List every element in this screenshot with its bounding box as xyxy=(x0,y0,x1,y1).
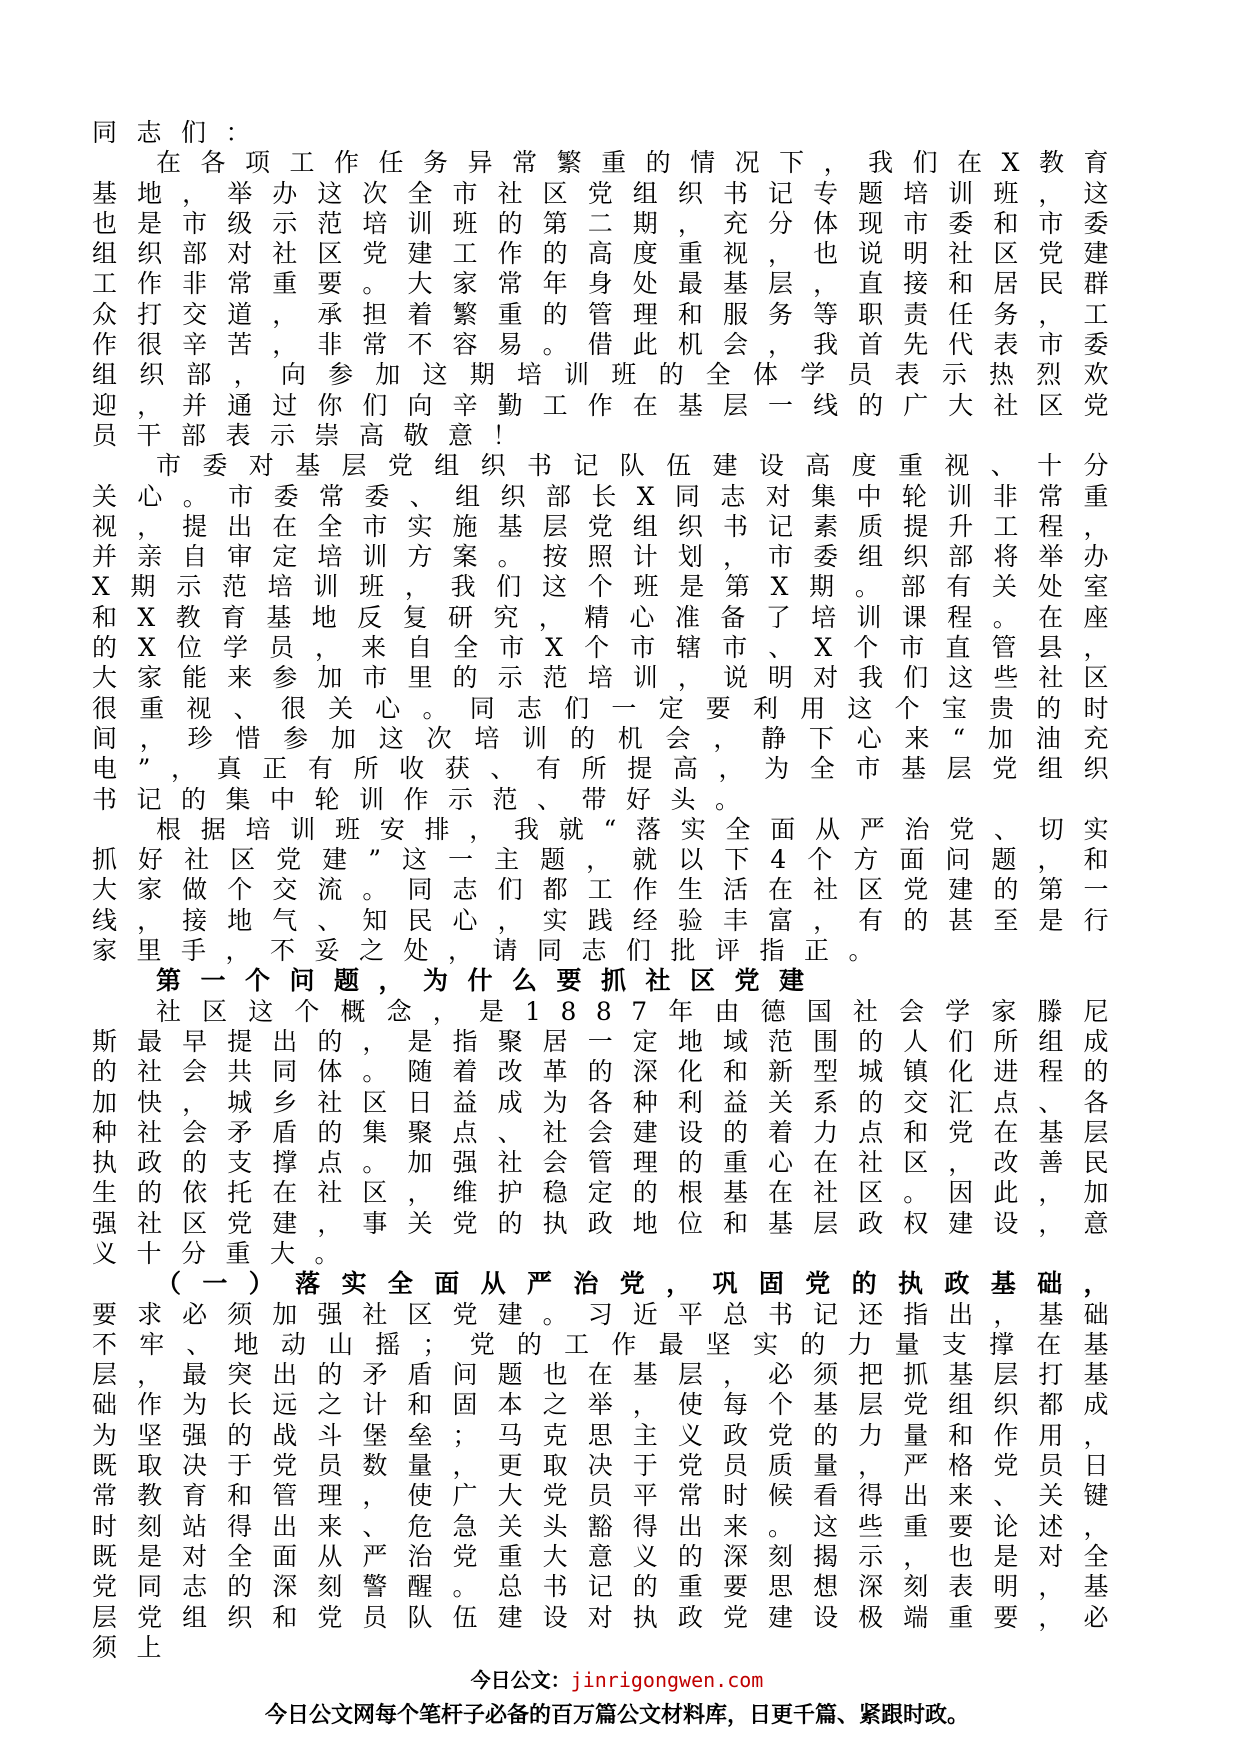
footer-site-label: 今日公文： xyxy=(470,1668,571,1692)
subsection-heading: （一）落实全面从严治党，巩固党的执政基础， xyxy=(156,1269,1128,1299)
document-body xyxy=(92,118,1128,1663)
footer-tagline: 今日公文网每个笔杆子必备的百万篇公文材料库，日更千篇、紧跟时政。 xyxy=(264,1703,969,1728)
paragraph-1: 在各项工作任务异常繁重的情况下，我们在X教育基地，举办这次全市社区党组织书记专题培训班，这也是市级示范培训班的第二期，充分体现市委和市委组织部对社区党建工作的高度重视，也说明社区党建工作非常重要。大家常年身处最基层，直接和居民群众打交道，承担着繁重的管理和服务等职责任务，工作很辛苦，非常不容易。借此机会，我首先代表市委组织部，向参加这期培训班的全体学员表示热烈欢迎，并通过你们向辛勤工作在基层一线的广大社区党员干部表示崇高敬意！ xyxy=(92,148,1128,450)
paragraph-3: 根据培训班安排，我就“落实全面从严治党、切实抓好社区党建”这一主题，就以下4个方面问题，和大家做个交流。同志们都工作生活在社区党建的第一线，接地气、知民心，实践经验丰富，有的甚至是行家里手，不妥之处，请同志们批评指正。 xyxy=(92,814,1128,966)
salutation: 同志们： xyxy=(92,118,271,147)
paragraph-2: 市委对基层党组织书记队伍建设高度重视、十分关心。市委常委、组织部长X同志对集中轮训非常重视，提出在全市实施基层党组织书记素质提升工程，并亲自审定培训方案。按照计划，市委组织部将举办X期示范培训班，我们这个班是第X期。部有关处室和X教育基地反复研究，精心准备了培训课程。在座的X位学员，来自全市X个市辖市、X个市直管县，大家能来参加市里的示范培训，说明对我们这些社区很重视、很关心。同志们一定要利用这个宝贵的时间，珍惜参加这次培训的机会，静下心来“加油充电”，真正有所收获、有所提高，为全市基层党组织书记的集中轮训作示范、带好头。 xyxy=(92,451,1128,814)
section-heading-1: 第一个问题，为什么要抓社区党建 xyxy=(156,966,824,996)
footer-site-url[interactable]: jinrigongwen.com xyxy=(570,1668,764,1692)
subsection-body: 要求必须加强社区党建。习近平总书记还指出，基础不牢、地动山摇；党的工作最坚实的力量支撑在基层，最突出的矛盾问题也在基层，必须把抓基层打基础作为长远之计和固本之举，使每个基层党组织都成为坚强的战斗堡垒；马克思主义政党的力量和作用，既取决于党员数量，更取决于党员质量，严格党员日常教育和管理，使广大党员平常时候看得出来、关键时刻站得出来、危急关头豁得出来。这些重要论述，既是对全面从严治党重大意义的深刻揭示，也是对全党同志的深刻警醒。总书记的重要思想深刻表明，基层党组织和党员队伍建设对执政党建设极端重要，必须上 xyxy=(92,1299,1128,1662)
paragraph-4: 社区这个概念，是1887年由德国社会学家滕尼斯最早提出的，是指聚居一定地域范围的人们所组成的社会共同体。随着改革的深化和新型城镇化进程的加快，城乡社区日益成为各种利益关系的交汇点、各种社会矛盾的集聚点、社会建设的着力点和党在基层执政的支撑点。加强社会管理的重心在社区，改善民生的依托在社区，维护稳定的根基在社区。因此，加强社区党建，事关党的执政地位和基层政权建设，意义十分重大。 xyxy=(92,996,1128,1268)
paragraph-5 xyxy=(92,1269,1128,1663)
footer-source xyxy=(0,1664,1234,1693)
